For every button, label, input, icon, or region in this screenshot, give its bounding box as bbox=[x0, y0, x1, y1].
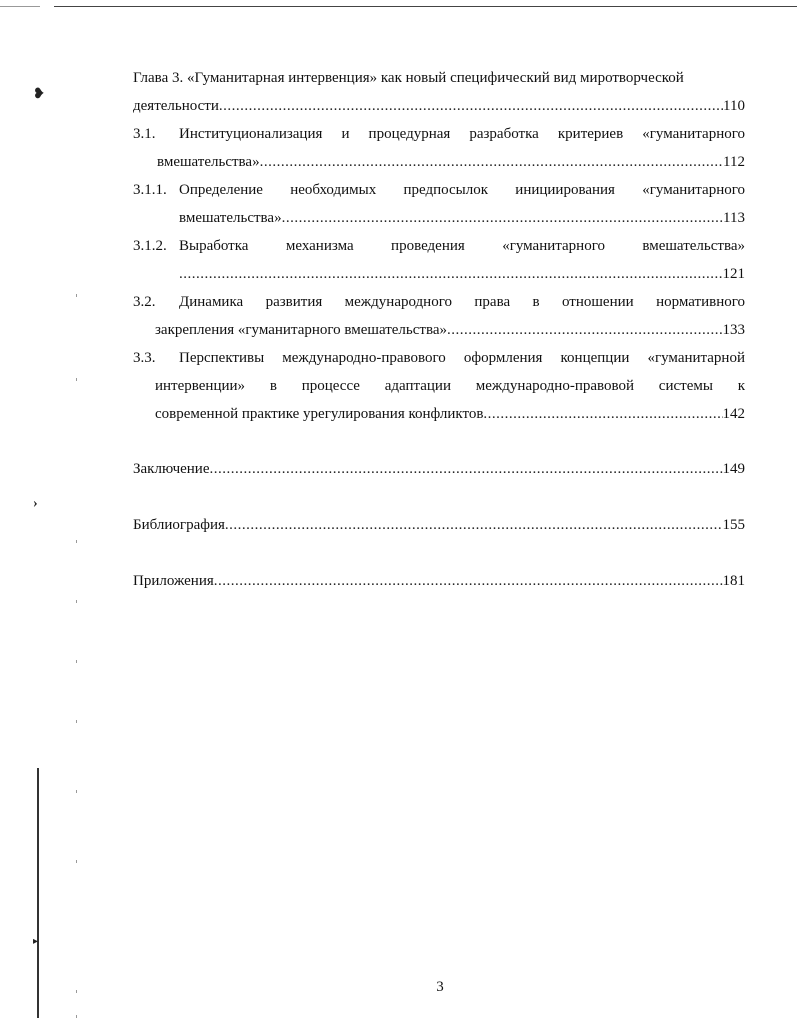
toc-page-number: 142 bbox=[722, 406, 745, 422]
toc-spacer bbox=[133, 428, 745, 455]
toc-leader-dots bbox=[214, 567, 723, 595]
toc-entry-text: Библиография bbox=[133, 517, 225, 533]
scan-speck bbox=[76, 540, 77, 543]
toc-entry-text: Определение необходимых предпосылок инициирования «гуманитарного bbox=[179, 182, 745, 198]
toc-entry-3-1-1-line2 bbox=[133, 204, 745, 232]
toc-page-number: 121 bbox=[722, 266, 745, 282]
toc-entry-number: 3.1. bbox=[133, 126, 156, 142]
toc-entry-number: 3.1.1. bbox=[133, 182, 167, 198]
scan-speck bbox=[76, 1015, 77, 1018]
toc-entry-text: Заключение bbox=[133, 461, 210, 477]
toc-entry-number: 3.2. bbox=[133, 294, 156, 310]
toc-entry-text: Динамика развития международного права в отношении нормативного bbox=[179, 294, 745, 310]
scan-speck bbox=[76, 860, 77, 863]
toc-entry-3-1-line1 bbox=[133, 120, 745, 148]
toc-entry-number: 3.3. bbox=[133, 350, 156, 366]
toc-entry-text: интервенции» в процессе адаптации международно-правовой системы к bbox=[155, 378, 745, 394]
toc-entry-text: современной практике урегулирования конфликтов bbox=[155, 406, 484, 422]
scan-speck bbox=[76, 378, 77, 381]
toc-leader-dots bbox=[260, 148, 723, 176]
table-of-contents bbox=[133, 64, 745, 595]
toc-entry-3-1-1-line1 bbox=[133, 176, 745, 204]
toc-entry-conclusion bbox=[133, 455, 745, 483]
toc-entry-text: Перспективы международно-правового оформления концепции «гуманитарной bbox=[179, 350, 745, 366]
toc-entry-text: деятельности bbox=[133, 98, 219, 114]
scan-top-rule-left bbox=[0, 6, 40, 7]
toc-page-number: 181 bbox=[722, 573, 745, 589]
toc-entry-text: Выработка механизма проведения «гуманитарного вмешательства» bbox=[179, 238, 745, 254]
toc-entry-3-3-line2 bbox=[133, 372, 745, 400]
scan-mark-middle: › bbox=[33, 496, 38, 511]
toc-entry-text: Приложения bbox=[133, 573, 214, 589]
toc-page-number: 133 bbox=[722, 322, 745, 338]
scan-speck bbox=[76, 600, 77, 603]
page-number: 3 bbox=[436, 979, 444, 995]
scan-speck bbox=[76, 660, 77, 663]
toc-leader-dots bbox=[282, 204, 723, 232]
toc-entry-number: 3.1.2. bbox=[133, 238, 167, 254]
toc-page-number: 155 bbox=[722, 517, 745, 533]
toc-entry-3-2-line2 bbox=[133, 316, 745, 344]
toc-leader-dots bbox=[179, 260, 723, 288]
scan-speck bbox=[76, 790, 77, 793]
toc-entry-3-3-line1 bbox=[133, 344, 745, 372]
toc-entry-chapter-3-line1 bbox=[133, 64, 745, 92]
toc-leader-dots bbox=[483, 400, 722, 428]
toc-leader-dots bbox=[210, 455, 723, 483]
scan-mark-bottom: ▸ bbox=[33, 936, 39, 947]
toc-page-number: 149 bbox=[722, 461, 745, 477]
scan-speck bbox=[76, 720, 77, 723]
toc-page-number: 113 bbox=[723, 210, 745, 226]
toc-entry-text: закрепления «гуманитарного вмешательства» bbox=[155, 322, 448, 338]
toc-leader-dots bbox=[447, 316, 722, 344]
toc-page-number: 110 bbox=[723, 98, 745, 114]
toc-entry-appendices bbox=[133, 567, 745, 595]
toc-spacer bbox=[133, 539, 745, 567]
toc-entry-3-2-line1 bbox=[133, 288, 745, 316]
scan-speck bbox=[76, 294, 77, 297]
toc-page-number: 112 bbox=[723, 154, 745, 170]
toc-entry-text: Институционализация и процедурная разработка критериев «гуманитарного bbox=[179, 126, 745, 142]
toc-entry-3-3-line3 bbox=[133, 400, 745, 428]
toc-entry-chapter-3-line2 bbox=[133, 92, 745, 120]
toc-entry-text: вмешательства» bbox=[179, 210, 282, 226]
scan-mark-top: ❥ bbox=[33, 87, 45, 102]
toc-spacer bbox=[133, 483, 745, 511]
toc-entry-3-1-line2 bbox=[133, 148, 745, 176]
toc-entry-text: вмешательства» bbox=[157, 154, 260, 170]
toc-entry-3-1-2-line2 bbox=[133, 260, 745, 288]
toc-leader-dots bbox=[225, 511, 723, 539]
toc-entry-bibliography bbox=[133, 511, 745, 539]
toc-leader-dots bbox=[219, 92, 723, 120]
toc-entry-text: Глава 3. «Гуманитарная интервенция» как новый специфический вид миротворческой bbox=[133, 70, 684, 86]
toc-entry-3-1-2-line1 bbox=[133, 232, 745, 260]
scan-top-rule bbox=[54, 6, 797, 7]
